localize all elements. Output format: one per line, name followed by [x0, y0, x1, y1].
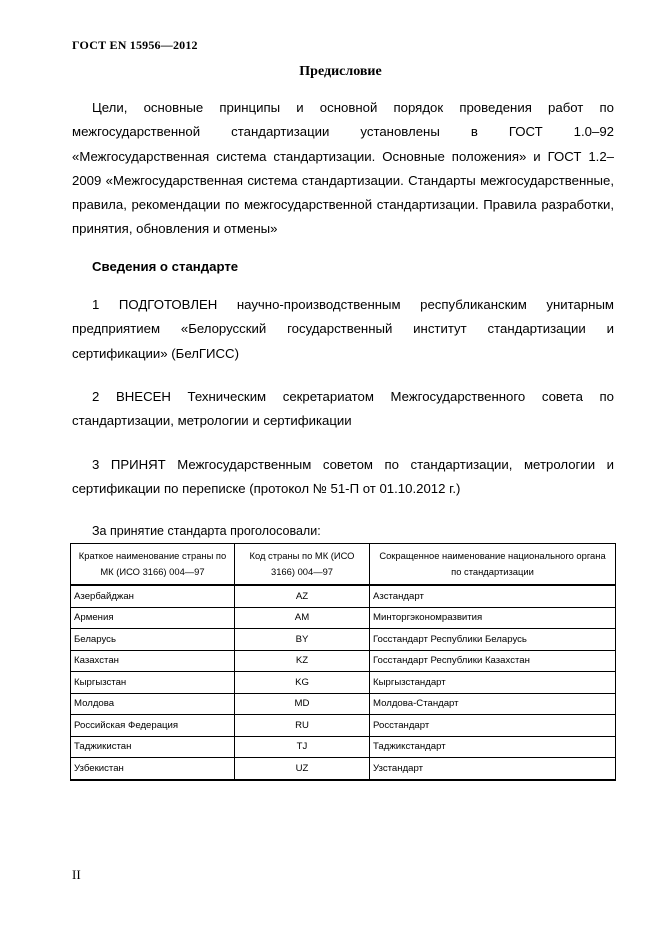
country-code-cell: KG	[235, 672, 370, 694]
standards-body-cell: Госстандарт Республики Беларусь	[370, 629, 616, 651]
table-row	[71, 585, 616, 607]
country-code-cell: RU	[235, 715, 370, 737]
country-code-cell: MD	[235, 693, 370, 715]
standards-body-cell: Молдова-Стандарт	[370, 693, 616, 715]
item-prepared	[72, 293, 614, 366]
country-code-cell: AZ	[235, 585, 370, 607]
standards-body-cell: Таджикстандарт	[370, 736, 616, 758]
country-cell: Молдова	[71, 693, 235, 715]
item-adopted-text: 3 ПРИНЯТ Межгосударственным советом по стандартизации, метрологии и сертификации по переписке (протокол № 51-П от 01.10.2012 г.)	[72, 457, 614, 497]
votes-table	[70, 543, 616, 781]
item-submitted-text: 2 ВНЕСЕН Техническим секретариатом Межгосударственного совета по стандартизации, метрологии и сертификации	[72, 389, 614, 429]
votes-caption: За принятие стандарта проголосовали:	[92, 524, 321, 538]
country-cell: Казахстан	[71, 650, 235, 672]
country-code-cell: TJ	[235, 736, 370, 758]
item-submitted	[72, 385, 614, 434]
table-row	[71, 629, 616, 651]
table-row	[71, 693, 616, 715]
item-prepared-text: 1 ПОДГОТОВЛЕН научно-производственным республиканским унитарным предприятием «Белорусский государственный институт стандартизации и сертификации» (БелГИСС)	[72, 297, 614, 361]
country-cell: Армения	[71, 607, 235, 629]
standards-body-cell: Кыргызстандарт	[370, 672, 616, 694]
table-row	[71, 736, 616, 758]
votes-table-body	[71, 585, 616, 780]
country-cell: Таджикистан	[71, 736, 235, 758]
intro-paragraph	[72, 96, 614, 242]
country-code-cell: AM	[235, 607, 370, 629]
page-number: II	[72, 867, 81, 882]
intro-text: Цели, основные принципы и основной порядок проведения работ по межгосударственной стандартизации установлены в ГОСТ 1.0–92 «Межгосударственная система стандартизации. Основные положения» и ГОСТ 1.2–2009 «Межгосударственная система стандартизации. Стандарты межгосударственные, правила, рекомендации по межгосударственной стандартизации. Правила разработки, принятия, обновления и отмены»	[72, 100, 614, 237]
standards-body-cell: Росстандарт	[370, 715, 616, 737]
country-code-cell: BY	[235, 629, 370, 651]
table-row	[71, 672, 616, 694]
item-adopted	[72, 453, 614, 502]
page-title: Предисловие	[299, 64, 382, 79]
country-cell: Российская Федерация	[71, 715, 235, 737]
table-row	[71, 715, 616, 737]
country-cell: Кыргызстан	[71, 672, 235, 694]
votes-table-header	[71, 544, 616, 586]
standards-body-cell: Минторгэкономразвития	[370, 607, 616, 629]
standards-body-cell: Узстандарт	[370, 758, 616, 780]
document-header: ГОСТ EN 15956—2012	[72, 38, 198, 52]
table-row	[71, 607, 616, 629]
column-header-body: Сокращенное наименование национального органа по стандартизации	[370, 544, 616, 586]
country-code-cell: UZ	[235, 758, 370, 780]
standards-body-cell: Госстандарт Республики Казахстан	[370, 650, 616, 672]
standard-info-heading: Сведения о стандарте	[92, 259, 239, 274]
country-code-cell: KZ	[235, 650, 370, 672]
country-cell: Узбекистан	[71, 758, 235, 780]
country-cell: Азербайджан	[71, 585, 235, 607]
table-row	[71, 758, 616, 780]
country-cell: Беларусь	[71, 629, 235, 651]
column-header-country: Краткое наименование страны по МК (ИСО 3166) 004—97	[71, 544, 235, 586]
standards-body-cell: Азстандарт	[370, 585, 616, 607]
column-header-code: Код страны по МК (ИСО 3166) 004—97	[235, 544, 370, 586]
table-row	[71, 650, 616, 672]
